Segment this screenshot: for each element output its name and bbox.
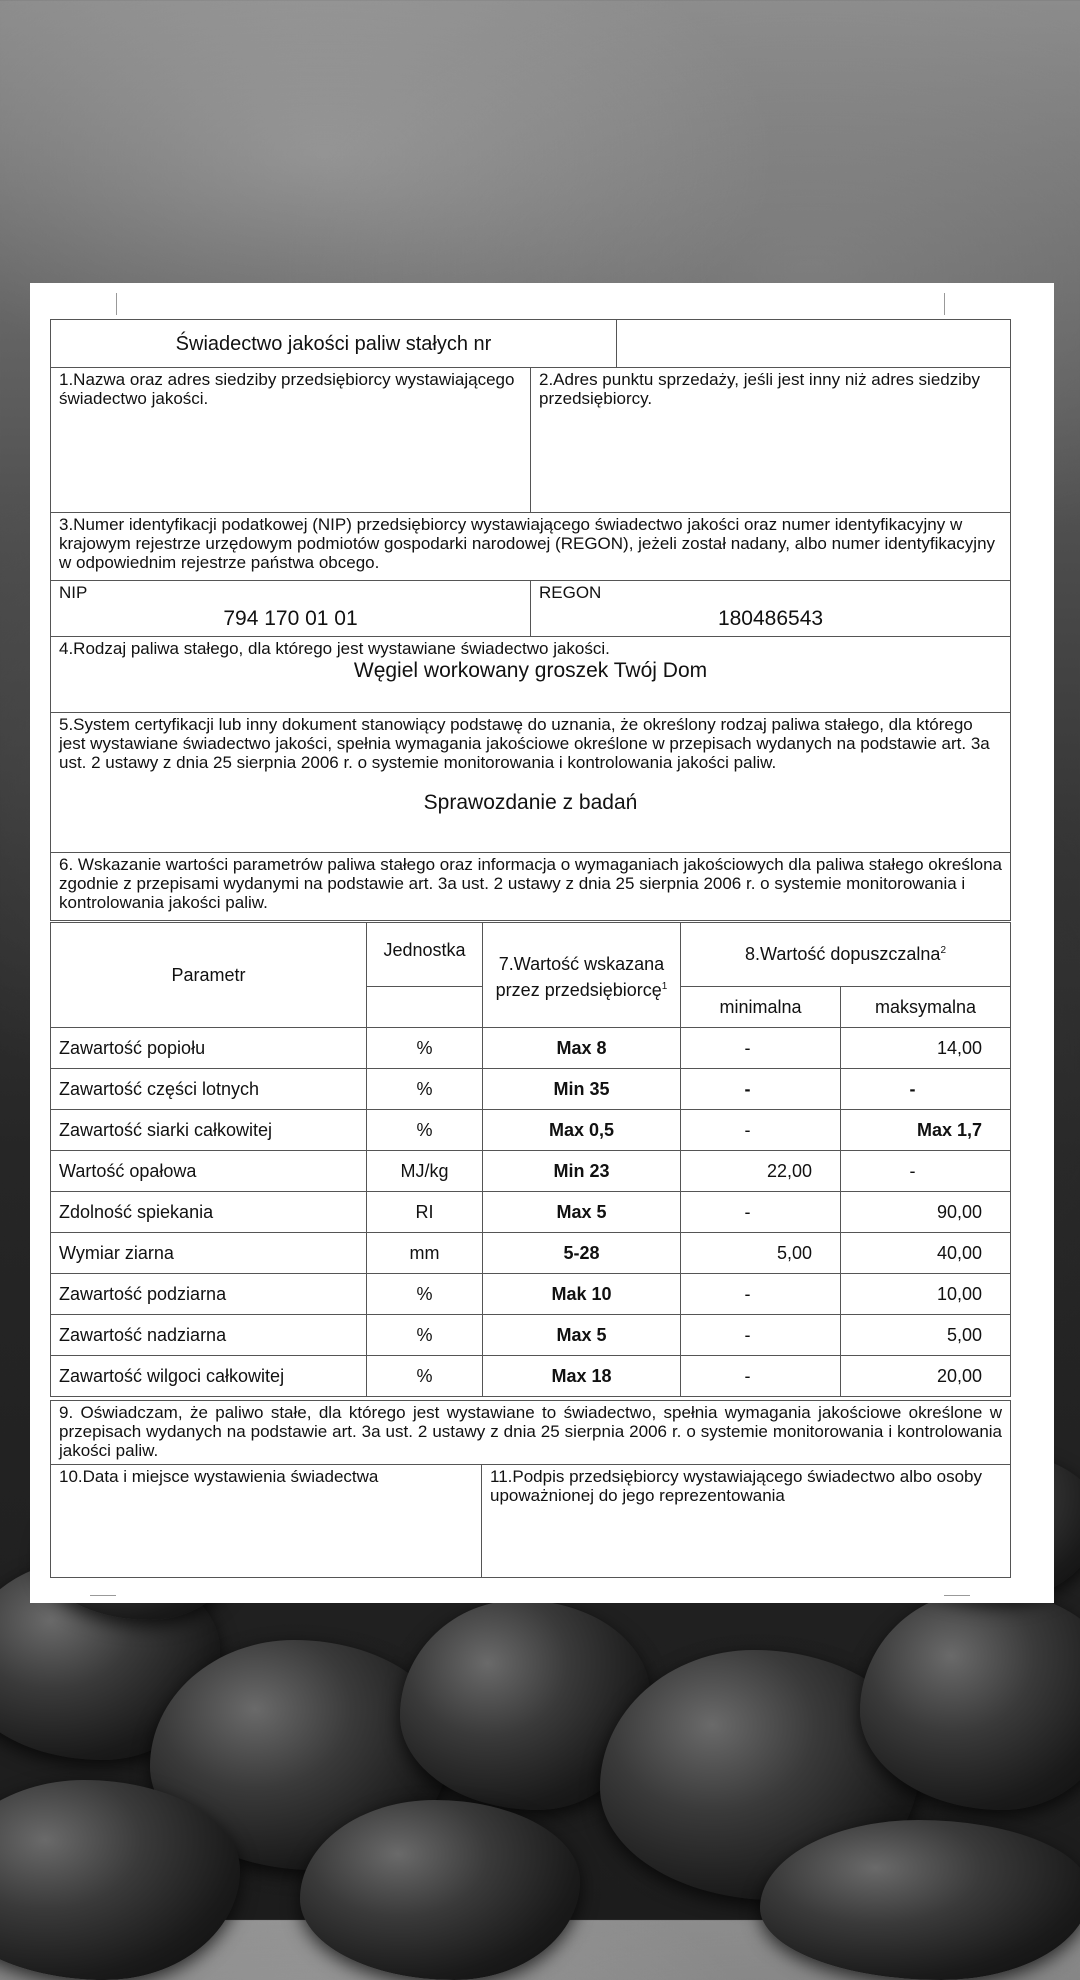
param-unit-cell: % (367, 1028, 483, 1069)
param-max-cell: 40,00 (841, 1233, 1011, 1274)
param-unit-cell: mm (367, 1233, 483, 1274)
header-parameter: Parametr (51, 923, 367, 1028)
param-max-cell: 20,00 (841, 1356, 1011, 1397)
param-min-cell: - (681, 1110, 841, 1151)
param-max-cell: 5,00 (841, 1315, 1011, 1356)
footnote-1-marker: 1 (661, 981, 668, 992)
param-min-cell: 22,00 (681, 1151, 841, 1192)
param-unit-cell: % (367, 1356, 483, 1397)
param-max-cell: Max 1,7 (841, 1110, 1011, 1151)
param-declared-cell: Max 0,5 (483, 1110, 681, 1151)
nip-value: 794 170 01 01 (223, 607, 358, 630)
header-min: minimalna (681, 987, 841, 1028)
param-min-cell: - (681, 1192, 841, 1233)
table-row (51, 1192, 1011, 1233)
table-row (51, 1315, 1011, 1356)
param-unit-cell: % (367, 1069, 483, 1110)
certificate-footer-form (50, 1400, 1011, 1578)
param-name-cell: Zawartość popiołu (51, 1028, 367, 1069)
param-name-cell: Zawartość wilgoci całkowitej (51, 1356, 367, 1397)
section-1-issuer: 1.Nazwa oraz adres siedziby przedsiębiorcy wystawiającego świadectwo jakości. (51, 368, 531, 513)
section-4-label: 4.Rodzaj paliwa stałego, dla którego jest wystawiane świadectwo jakości. (59, 639, 610, 658)
parameters-table (50, 922, 1011, 1397)
param-unit-cell: % (367, 1110, 483, 1151)
header-allowed-label: 8.Wartość dopuszczalna (745, 944, 941, 964)
param-declared-cell: Max 5 (483, 1192, 681, 1233)
fuel-type-value: Węgiel workowany groszek Twój Dom (353, 659, 708, 682)
param-max-cell: 90,00 (841, 1192, 1011, 1233)
param-min-cell: - (681, 1315, 841, 1356)
param-name-cell: Zawartość siarki całkowitej (51, 1110, 367, 1151)
table-row (51, 1028, 1011, 1069)
param-name-cell: Wymiar ziarna (51, 1233, 367, 1274)
section-9-declaration: 9. Oświadczam, że paliwo stałe, dla którego jest wystawiane to świadectwo, spełnia wymagania jakościowe określone w przepisach wydanych na podstawie art. 3a ust. 2 ustawy z dnia 25 sierpnia 2006 r. o systemie monitorowania i kontrolowania jakości paliw. (51, 1401, 1011, 1465)
param-declared-cell: Max 18 (483, 1356, 681, 1397)
header-max: maksymalna (841, 987, 1011, 1028)
param-min-cell: 5,00 (681, 1233, 841, 1274)
table-row (51, 1356, 1011, 1397)
param-unit-cell: % (367, 1274, 483, 1315)
param-name-cell: Zawartość podziarna (51, 1274, 367, 1315)
param-declared-cell: 5-28 (483, 1233, 681, 1274)
report-title: Sprawozdanie z badań (423, 791, 638, 814)
table-row (51, 1274, 1011, 1315)
header-declared-label: 7.Wartość wskazana przez przedsiębiorcę (495, 954, 665, 1000)
param-min-cell: - (681, 1356, 841, 1397)
certificate-number-field (617, 320, 1011, 368)
table-row (51, 1110, 1011, 1151)
section-6-parameters-intro: 6. Wskazanie wartości parametrów paliwa stałego oraz informacja o wymaganiach jakościowych dla paliwa stałego określona zgodnie z przepisami wydanymi na podstawie art. 3a ust. 2 ustawy z dnia 25 sierpnia 2006 r. o systemie monitorowania i kontrolowania jakości paliw. (51, 853, 1011, 921)
param-max-cell: 10,00 (841, 1274, 1011, 1315)
param-name-cell: Zawartość nadziarna (51, 1315, 367, 1356)
certificate-title: Świadectwo jakości paliw stałych nr (51, 320, 617, 368)
header-declared-value (483, 923, 681, 1028)
param-max-cell: 14,00 (841, 1028, 1011, 1069)
regon-label: REGON (539, 583, 602, 602)
param-declared-cell: Min 35 (483, 1069, 681, 1110)
param-min-cell: - (681, 1028, 841, 1069)
certificate-document (30, 283, 1054, 1603)
param-name-cell: Wartość opałowa (51, 1151, 367, 1192)
section-10-date-place: 10.Data i miejsce wystawienia świadectwa (51, 1465, 482, 1578)
header-allowed-value (681, 923, 1011, 987)
section-3-tax-ids: 3.Numer identyfikacji podatkowej (NIP) przedsiębiorcy wystawiającego świadectwo jakości oraz numer identyfikacyjny w krajowym rejestrze urzędowym podmiotów gospodarki narodowej (REGON), jeżeli został nadany, albo numer identyfikacyjny w odpowiednim rejestrze państwa obcego. (51, 513, 1011, 581)
param-max-cell: - (841, 1151, 1011, 1192)
regon-value: 180486543 (717, 607, 824, 630)
param-max-cell: - (841, 1069, 1011, 1110)
nip-label: NIP (59, 583, 88, 602)
param-name-cell: Zawartość części lotnych (51, 1069, 367, 1110)
footnote-2-marker: 2 (940, 945, 946, 956)
header-unit: Jednostka (367, 923, 483, 987)
param-name-cell: Zdolność spiekania (51, 1192, 367, 1233)
section-2-sale-point: 2.Adres punktu sprzedaży, jeśli jest inny niż adres siedziby przedsiębiorcy. (531, 368, 1011, 513)
nip-cell (51, 581, 531, 637)
regon-cell (531, 581, 1011, 637)
table-row (51, 1233, 1011, 1274)
section-4-fuel-type (51, 637, 1011, 713)
section-5-label: 5.System certyfikacji lub inny dokument stanowiący podstawę do uznania, że określony rodzaj paliwa stałego, dla którego jest wystawiane świadectwo jakości, spełnia wymagania jakościowe określone w przepisach wydanych na podstawie art. 3a ust. 2 ustawy z dnia 25 sierpnia 2006 r. o systemie monitorowania i kontrolowania jakości paliw. (59, 715, 990, 772)
param-unit-cell: MJ/kg (367, 1151, 483, 1192)
param-min-cell: - (681, 1069, 841, 1110)
header-unit-empty (367, 987, 483, 1028)
section-11-signature: 11.Podpis przedsiębiorcy wystawiającego świadectwo albo osoby upoważnionej do jego reprezentowania (482, 1465, 1011, 1578)
certificate-header-form (50, 319, 1011, 921)
param-declared-cell: Mak 10 (483, 1274, 681, 1315)
param-declared-cell: Min 23 (483, 1151, 681, 1192)
table-row (51, 1069, 1011, 1110)
param-declared-cell: Max 8 (483, 1028, 681, 1069)
param-min-cell: - (681, 1274, 841, 1315)
table-row (51, 1151, 1011, 1192)
section-5-certification (51, 713, 1011, 853)
param-unit-cell: RI (367, 1192, 483, 1233)
param-declared-cell: Max 5 (483, 1315, 681, 1356)
param-unit-cell: % (367, 1315, 483, 1356)
